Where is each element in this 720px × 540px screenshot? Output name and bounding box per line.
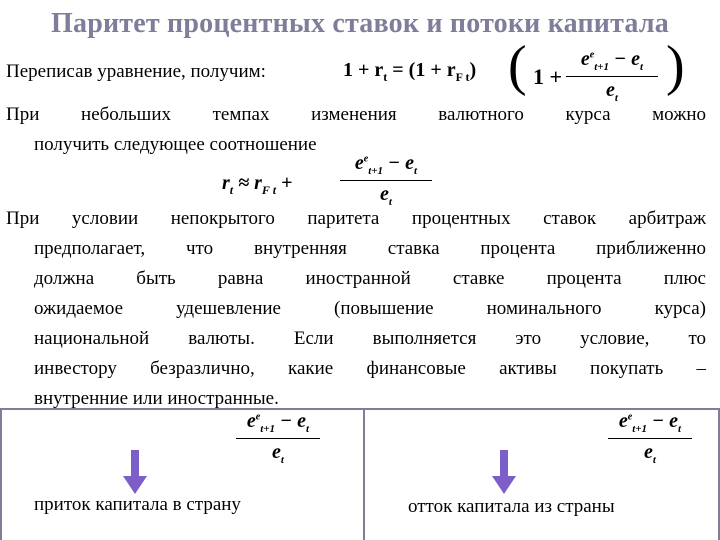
outflow-caption: отток капитала из страны (408, 496, 615, 517)
big-left-paren: ( (508, 35, 527, 97)
paragraph2-line: ожидаемое удешевление (повышение номинального курса) (34, 298, 706, 319)
paragraph1-line2: получить следующее соотношение (34, 134, 317, 155)
paragraph2-line: При условии непокрытого паритета процентных ставок арбитраж (6, 208, 706, 229)
approx-equation: $r_t \approx r_{F t}$ + (222, 172, 293, 197)
paragraph1-line1: При небольших темпах изменения валютного курса можно (6, 104, 706, 125)
outflow-fraction: $e^e_{t+1} - e_t$ $e_t$ (608, 410, 692, 466)
equation-lead-text: Переписав уравнение, получим: (6, 61, 266, 82)
paragraph2-line: национальной валюты. Если выполняется это условие, то (34, 328, 706, 349)
big-right-paren: ) (666, 35, 685, 97)
capital-flow-divider (363, 410, 365, 540)
paragraph-small-changes (6, 100, 706, 160)
page-title: Паритет процентных ставок и потоки капитала (51, 8, 669, 39)
equation-inner-plus: 1 + (533, 64, 563, 89)
approx-fraction: $e^e_{t+1} - e_t$ $e_t$ (340, 152, 432, 208)
paragraph2-line: инвестору безразлично, какие финансовые активы покупать – (34, 358, 706, 379)
outflow-arrow-down-icon (490, 450, 518, 494)
inflow-caption: приток капитала в страну (34, 494, 241, 515)
inflow-fraction: $e^e_{t+1} - e_t$ $e_t$ (236, 410, 320, 466)
paragraph2-line: предполагает, что внутренняя ставка процента приближенно (34, 238, 706, 259)
inflow-arrow-down-icon (121, 450, 149, 494)
paragraph-uncovered-parity (6, 204, 706, 414)
equation-fraction: $e^e_{t+1} - e_t$ $e_t$ (566, 48, 658, 104)
paragraph2-line: должна быть равна иностранной ставке процента плюс (34, 268, 706, 289)
equation-lhs: $1 + r_t = (1 + r_{F t})$ (343, 59, 477, 84)
paragraph2-line: внутренние или иностранные. (34, 388, 279, 409)
